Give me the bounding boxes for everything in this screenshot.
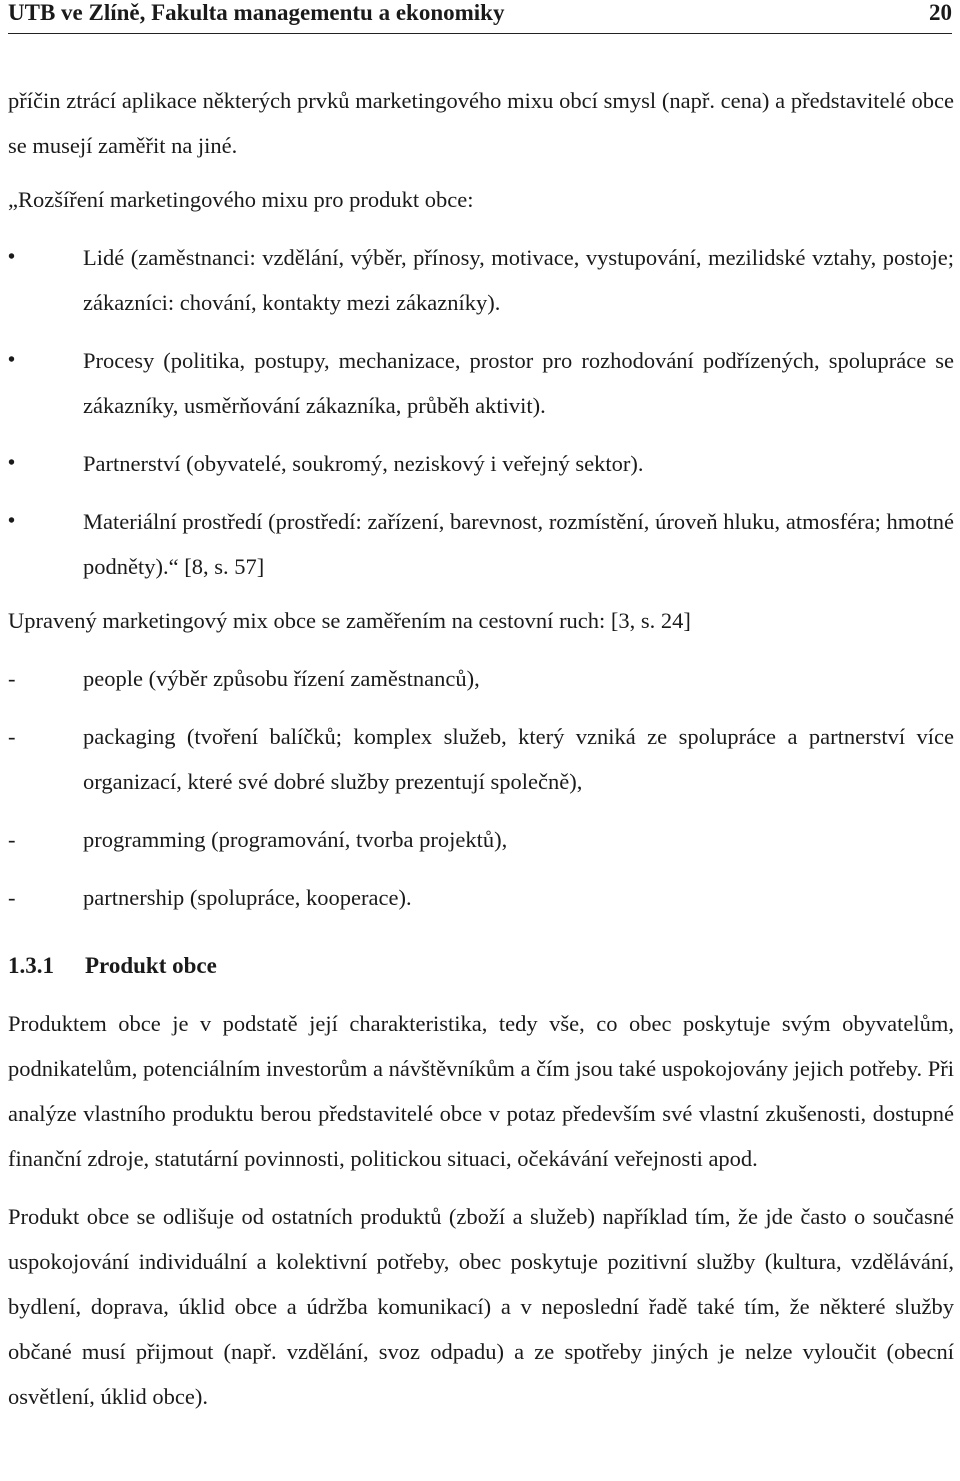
bullet-item-people xyxy=(8,235,954,325)
dash-marker: - xyxy=(8,885,16,910)
header-title: UTB ve Zlíně, Fakulta managementu a ekonomiky xyxy=(8,0,505,25)
dash-item-packaging xyxy=(8,714,954,804)
bullet-marker: • xyxy=(8,452,16,474)
section-title: Produkt obce xyxy=(85,953,217,978)
dash-text: partnership (spolupráce, kooperace). xyxy=(83,885,412,910)
dash-text: people (výběr způsobu řízení zaměstnanců), xyxy=(83,666,480,691)
header-divider xyxy=(8,33,952,34)
section-number: 1.3.1 xyxy=(8,953,54,978)
dash-marker: - xyxy=(8,666,16,691)
bullet-item-partnership xyxy=(8,441,954,486)
paragraph-continuation: příčin ztrácí aplikace některých prvků marketingového mixu obcí smysl (např. cena) a představitelé obce se musejí zaměřit na jiné. xyxy=(8,88,954,158)
paragraph-tourism-mix-intro: Upravený marketingový mix obce se zaměřením na cestovní ruch: [3, s. 24] xyxy=(8,608,691,633)
bullet-item-processes xyxy=(8,338,954,428)
bullet-text: Partnerství (obyvatelé, soukromý, neziskový i veřejný sektor). xyxy=(83,451,644,476)
dash-item-programming xyxy=(8,817,954,862)
page-number: 20 xyxy=(929,0,952,25)
bullet-text: Procesy (politika, postupy, mechanizace, prostor pro rozhodování podřízených, spolupráce se zákazníky, usměrňování zákazníka, průběh aktivit). xyxy=(83,348,954,418)
bullet-marker: • xyxy=(8,349,16,371)
dash-marker: - xyxy=(8,724,16,749)
bullet-marker: • xyxy=(8,246,16,268)
paragraph-product-differences: Produkt obce se odlišuje od ostatních produktů (zboží a služeb) například tím, že jde často o současné uspokojování individuální a kolektivní potřeby, obec poskytuje pozitivní služby (kultura, vzdělávání, bydlení, doprava, úklid obce a údržba komunikací) a v neposlední řadě také tím, že některé služby občané musí přijmout (např. vzdělání, svoz odpadu) a ze spotřeby jiných je nelze vyloučit (obecní osvětlení, úklid obce). xyxy=(8,1204,954,1409)
bullet-text: Lidé (zaměstnanci: vzdělání, výběr, přínosy, motivace, vystupování, mezilidské vztahy, postoje; zákazníci: chování, kontakty mezi zákazníky). xyxy=(83,245,954,315)
bullet-item-physical-environment xyxy=(8,499,954,589)
paragraph-product-definition: Produktem obce je v podstatě její charakteristika, tedy vše, co obec poskytuje svým obyvatelům, podnikatelům, potenciálním investorům a návštěvníkům a čím jsou také uspokojovány jejich potřeby. Při analýze vlastního produktu berou představitelé obce v potaz především své vlastní zkušenosti, dostupné finanční zdroje, statutární povinnosti, politickou situaci, očekávání veřejnosti apod. xyxy=(8,1011,954,1171)
dash-text: programming (programování, tvorba projektů), xyxy=(83,827,508,852)
section-heading xyxy=(8,943,954,988)
dash-text: packaging (tvoření balíčků; komplex služeb, který vzniká ze spolupráce a partnerství více organizací, které své dobré služby prezentují společně), xyxy=(83,724,954,794)
bullet-marker: • xyxy=(8,510,16,532)
dash-marker: - xyxy=(8,827,16,852)
dash-item-people xyxy=(8,656,954,701)
bullet-text: Materiální prostředí (prostředí: zařízení, barevnost, rozmístění, úroveň hluku, atmosféra; hmotné podněty).“ [8, s. 57] xyxy=(83,509,954,579)
paragraph-mix-extension-intro: „Rozšíření marketingového mixu pro produkt obce: xyxy=(8,187,474,212)
dash-item-partnership xyxy=(8,875,954,920)
page-content xyxy=(8,78,954,1419)
page-header xyxy=(8,0,952,28)
